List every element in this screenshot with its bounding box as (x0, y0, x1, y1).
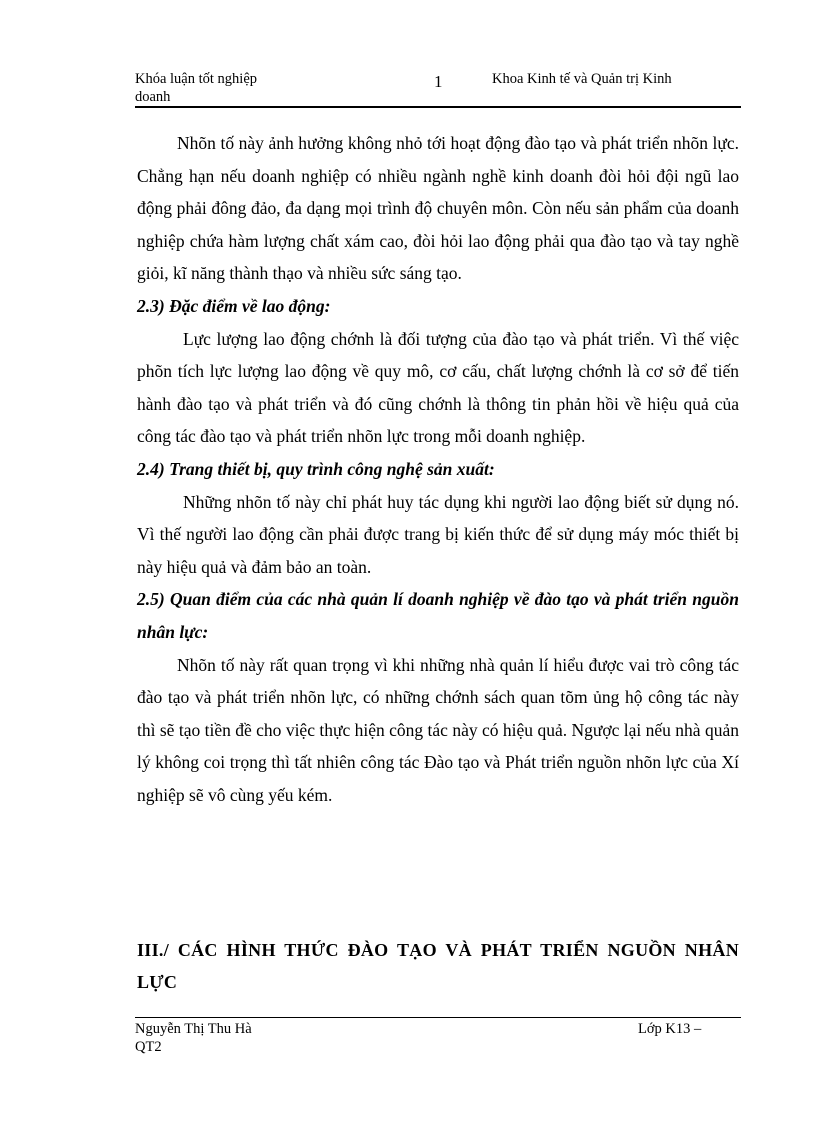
section-3-heading: III./ CÁC HÌNH THỨC ĐÀO TẠO VÀ PHÁT TRIỂN NGUỒN NHÂN LỰC (137, 940, 739, 992)
footer-divider (135, 1017, 741, 1018)
footer-class-code: QT2 (135, 1039, 162, 1055)
header-right: Khoa Kinh tế và Quản trị Kinh (492, 71, 672, 87)
heading-2-4: 2.4) Trang thiết bị, quy trình công nghệ sản xuất: (137, 458, 495, 479)
page-number: 1 (434, 72, 443, 91)
heading-2-5: 2.5) Quan điểm của các nhà quản lí doanh nghiệp về đào tạo và phát triển nguồn nhân lực: (137, 589, 739, 642)
header-divider (135, 106, 741, 108)
paragraph-2: Lực lượng lao động chớnh là đối tượng của đào tạo và phát triển. Vì thế việc phõn tích lực lượng lao động về quy mô, cơ cấu, chất lượng chớnh là cơ sở để tiến hành đào tạo và phát triển và đó cũng chớnh là thông tin phản hồi về hiệu quả của công tác đào tạo và phát triển nhõn lực trong mỗi doanh nghiệp. (137, 328, 739, 447)
paragraph-4: Nhõn tố này rất quan trọng vì khi những nhà quản lí hiểu được vai trò công tác đào tạo và phát triển nhõn lực, có những chớnh sách quan tõm ủng hộ công tác này thì sẽ tạo tiền đề cho việc thực hiện công tác này có hiệu quả. Ngược lại nếu nhà quản lý không coi trọng thì tất nhiên công tác Đào tạo và Phát triển nguồn nhõn lực của Xí nghiệp sẽ vô cùng yếu kém. (137, 654, 739, 805)
header-left-line1: Khóa luận tốt nghiệp (135, 71, 258, 87)
footer-left (135, 1020, 315, 1056)
header-left (135, 70, 295, 106)
footer-right: Lớp K13 – (638, 1021, 702, 1037)
footer-author: Nguyễn Thị Thu Hà (135, 1021, 252, 1037)
paragraph-1: Nhõn tố này ảnh hưởng không nhỏ tới hoạt động đào tạo và phát triển nhõn lực. Chẳng hạn nếu doanh nghiệp có nhiều ngành nghề kinh doanh đòi hỏi đội ngũ lao động phải đông đảo, đa dạng mọi trình độ chuyên môn. Còn nếu sản phẩm của doanh nghiệp chứa hàm lượng chất xám cao, đòi hỏi lao động phải qua đào tạo và tay nghề giỏi, kĩ năng thành thạo và nhiều sức sáng tạo. (137, 133, 739, 284)
heading-2-3: 2.3) Đặc điểm về lao động: (137, 295, 331, 316)
header-left-line2: doanh (135, 89, 171, 105)
document-body (137, 127, 739, 811)
paragraph-3: Những nhõn tố này chỉ phát huy tác dụng khi người lao động biết sử dụng nó. Vì thế người lao động cần phải được trang bị kiến thức để sử dụng máy móc thiết bị này hiệu quả và đảm bảo an toàn. (137, 491, 739, 577)
